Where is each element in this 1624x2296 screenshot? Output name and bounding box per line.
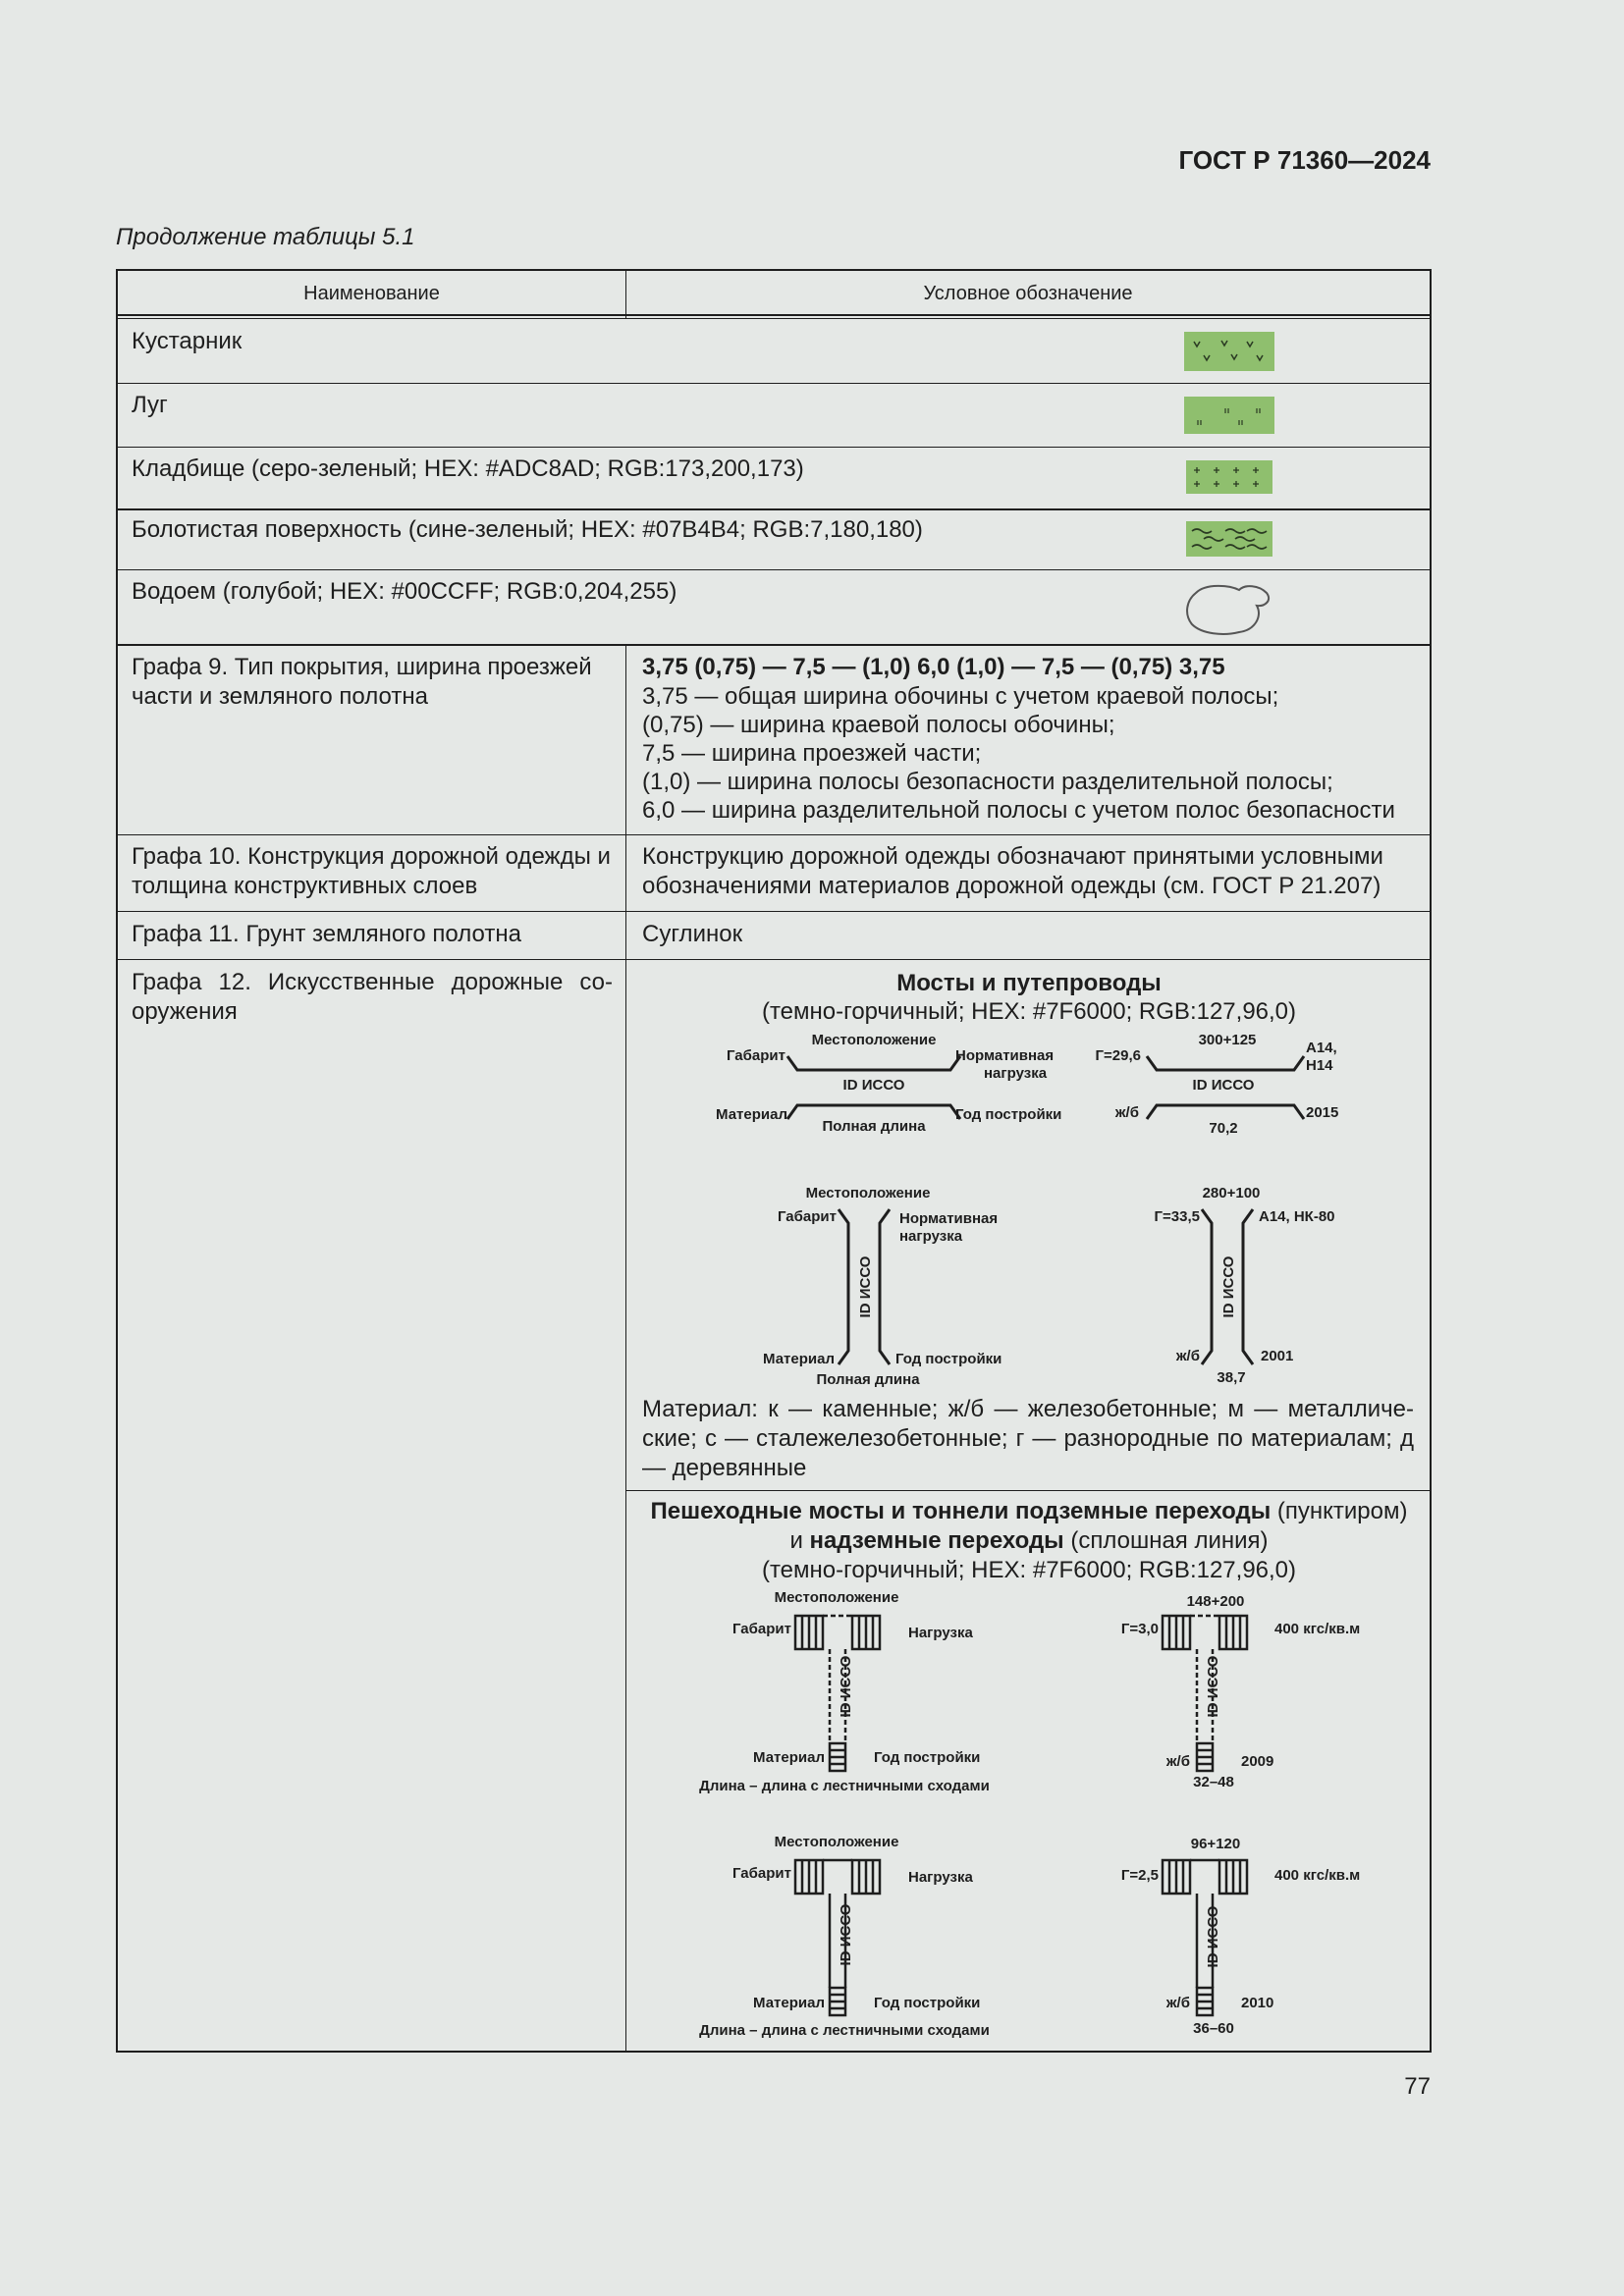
graf9-formula: 3,75 (0,75) — 7,5 — (1,0) 6,0 (1,0) — 7,5 — (0,75) 3,75 (642, 654, 1225, 680)
page-number: 77 (1404, 2073, 1431, 2100)
swamp-symbol (1186, 521, 1272, 557)
b1-material: Материал (716, 1106, 787, 1123)
bridge-diagram-vertical-labels (746, 1178, 1060, 1394)
pedestrian-diagram-dashed-example (1100, 1584, 1394, 1800)
p1-load: Нагрузка (908, 1625, 973, 1641)
p2-gabarit: Г=3,0 (1120, 1621, 1159, 1637)
document-code: ГОСТ Р 71360—2024 (1178, 145, 1431, 175)
shrub-symbol (1184, 332, 1274, 371)
b2-location: 300+125 (1198, 1032, 1257, 1048)
shrub-swatch (1184, 332, 1274, 371)
p4-location: 96+120 (1190, 1836, 1241, 1852)
p3-id: ID ИССО (838, 1903, 854, 1966)
column-header-name: Наименование (303, 283, 440, 304)
p3-load: Нагрузка (908, 1869, 973, 1886)
bridge-diagram-vertical-example (1139, 1178, 1394, 1394)
graf12-name: Графа 12. Искусственные дорожные сооружения (132, 969, 613, 1025)
b2-load-2: Н14 (1306, 1057, 1333, 1074)
row-water-name: Водоем (голубой; HEX: #00CCFF; RGB:0,204,255) (132, 578, 677, 605)
p3-gabarit: Габарит (732, 1865, 791, 1882)
water-body-symbol (1184, 581, 1274, 636)
p4-year: 2010 (1241, 1995, 1274, 2011)
p3-material: Материал (753, 1995, 825, 2011)
p2-length: 32–48 (1193, 1774, 1234, 1790)
p2-load: 400 кгс/кв.м (1274, 1621, 1361, 1637)
p1-gabarit: Габарит (732, 1621, 791, 1637)
row-swamp-name: Болотистая поверхность (сине-зеленый; HEX: #07B4B4; RGB:7,180,180) (132, 516, 923, 543)
column-header-symbol: Условное обозначение (923, 283, 1133, 304)
meadow-swatch (1184, 397, 1274, 434)
graf9-name: Графа 9. Тип покрытия, ширина проезжей части и земляного полотна (132, 654, 592, 710)
p3-location: Местоположение (774, 1834, 899, 1850)
b2-id: ID ИССО (1192, 1077, 1255, 1094)
b4-material: ж/б (1175, 1348, 1200, 1364)
b3-load-2: нагрузка (899, 1228, 963, 1245)
pedestrian-title-note-2: (сплошная линия) (1063, 1527, 1269, 1554)
bridges-color: (темно-горчичный; HEX: #7F6000; RGB:127,96,0) (761, 998, 1297, 1025)
pedestrian-title-line-1 (628, 1497, 1430, 1526)
graf9-line-5: 6,0 — ширина разделительной полосы с учетом полос безопасности (642, 797, 1395, 824)
bridge-diagram-horizontal-labels (707, 1031, 1080, 1139)
table-caption: Продолжение таблицы 5.1 (116, 224, 415, 250)
b3-location: Местоположение (805, 1185, 931, 1201)
pedestrian-title-bold-2: надземные переходы (809, 1527, 1064, 1554)
b1-load-2: нагрузка (984, 1065, 1048, 1082)
p1-length: Длина – длина с лестничными сходами (699, 1778, 990, 1794)
p2-year: 2009 (1241, 1753, 1274, 1770)
graf9-line-1: 3,75 — общая ширина обочины с учетом краевой полосы; (642, 683, 1279, 710)
p1-material: Материал (753, 1749, 825, 1766)
b3-material: Материал (763, 1351, 835, 1367)
p4-gabarit: Г=2,5 (1120, 1867, 1159, 1884)
graf9-line-3: 7,5 — ширина проезжей части; (642, 740, 982, 767)
b1-location: Местоположение (811, 1032, 937, 1048)
bridge-diagram-horizontal-example (1080, 1031, 1375, 1139)
b1-load-1: Нормативная (955, 1047, 1055, 1064)
p2-id: ID ИССО (1205, 1655, 1221, 1718)
material-legend: Материал: к — каменные; ж/б — железобетонные; м — металлические; с — сталежелезобетонные; г — разнородные по материалам; д — деревянные (642, 1396, 1414, 1481)
graf11-text: Суглинок (642, 921, 743, 947)
pedestrian-diagram-dashed-labels (687, 1584, 1041, 1800)
pedestrian-diagram-solid-labels (687, 1829, 1041, 2045)
b1-length: Полная длина (822, 1118, 926, 1135)
b4-length: 38,7 (1217, 1369, 1246, 1386)
pedestrian-diagram-solid-example (1100, 1829, 1394, 2045)
graf10-name: Графа 10. Конструкция дорожной одежды и толщина конструктивных слоев (132, 843, 611, 899)
p2-material: ж/б (1165, 1753, 1190, 1770)
row-shrub-name: Кустарник (132, 328, 243, 354)
b2-material: ж/б (1114, 1104, 1139, 1121)
b2-load-1: А14, (1306, 1040, 1337, 1056)
b3-load-1: Нормативная (899, 1210, 999, 1227)
b3-year: Год постройки (895, 1351, 1002, 1367)
swamp-swatch (1186, 521, 1272, 557)
cemetery-symbol (1186, 460, 1272, 494)
b2-length: 70,2 (1209, 1120, 1238, 1137)
b4-id: ID ИССО (1220, 1255, 1237, 1318)
b4-gabarit: Г=33,5 (1154, 1208, 1200, 1225)
cemetery-swatch (1186, 460, 1272, 494)
b2-gabarit: Г=29,6 (1095, 1047, 1141, 1064)
graf9-line-2: (0,75) — ширина краевой полосы обочины; (642, 712, 1115, 738)
p1-location: Местоположение (774, 1589, 899, 1606)
p1-id: ID ИССО (838, 1655, 854, 1718)
graf9-line-4: (1,0) — ширина полосы безопасности разделительной полосы; (642, 769, 1333, 795)
b2-year: 2015 (1306, 1104, 1339, 1121)
pedestrian-color: (темно-горчичный; HEX: #7F6000; RGB:127,96,0) (761, 1557, 1297, 1583)
p4-length: 36–60 (1193, 2020, 1234, 2037)
meadow-symbol (1184, 397, 1274, 434)
row-cemetery-name: Кладбище (серо-зеленый; HEX: #ADC8AD; RGB:173,200,173) (132, 455, 804, 482)
pedestrian-title-and: и (789, 1527, 810, 1554)
p4-load: 400 кгс/кв.м (1274, 1867, 1361, 1884)
p1-year: Год постройки (874, 1749, 981, 1766)
b4-year: 2001 (1261, 1348, 1294, 1364)
p4-material: ж/б (1165, 1995, 1190, 2011)
b4-location: 280+100 (1202, 1185, 1261, 1201)
bridges-title: Мосты и путепроводы (896, 970, 1162, 996)
p3-year: Год постройки (874, 1995, 981, 2011)
b3-id: ID ИССО (857, 1255, 874, 1318)
b1-id: ID ИССО (842, 1077, 905, 1094)
b3-length: Полная длина (816, 1371, 920, 1388)
p3-length: Длина – длина с лестничными сходами (699, 2022, 990, 2039)
pedestrian-title-bold-1: Пешеходные мосты и тоннели подземные переходы (650, 1498, 1272, 1524)
b4-load: А14, НК-80 (1259, 1208, 1335, 1225)
b1-year: Год постройки (955, 1106, 1062, 1123)
b3-gabarit: Габарит (778, 1208, 837, 1225)
pedestrian-title-line-2 (628, 1526, 1430, 1556)
graf10-text: Конструкцию дорожной одежды обозначают принятыми условными обозначениями материалов дорожной одежды (см. ГОСТ Р 21.207) (642, 843, 1383, 899)
graf11-name: Графа 11. Грунт земляного полотна (132, 921, 521, 947)
p2-location: 148+200 (1186, 1593, 1245, 1610)
pedestrian-title-note-1: (пунктиром) (1271, 1498, 1408, 1524)
p4-id: ID ИССО (1205, 1905, 1221, 1968)
row-meadow-name: Луг (132, 392, 168, 418)
b1-gabarit: Габарит (727, 1047, 785, 1064)
